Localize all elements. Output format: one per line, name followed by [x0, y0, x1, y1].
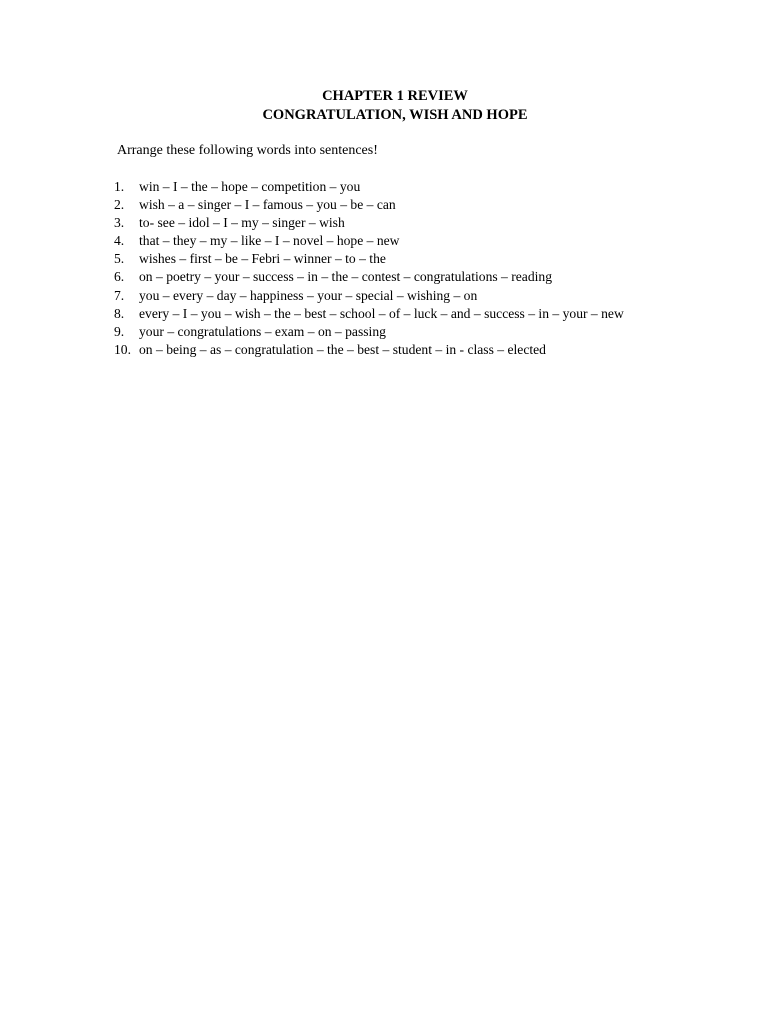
- item-number: 7.: [114, 287, 125, 303]
- item-number: 5.: [114, 251, 125, 267]
- item-number: 9.: [114, 323, 125, 339]
- item-number: 4.: [114, 233, 125, 249]
- item-text: your – congratulations – exam – on – passing: [139, 323, 386, 339]
- list-item: [114, 287, 674, 305]
- list-item: [114, 196, 674, 214]
- list-item: [114, 178, 674, 196]
- item-text: to- see – idol – I – my – singer – wish: [139, 215, 345, 231]
- list-item: [114, 341, 674, 359]
- instruction-text: Arrange these following words into sentences!: [117, 143, 378, 158]
- list-item: [114, 268, 674, 286]
- chapter-subtitle: CONGRATULATION, WISH AND HOPE: [262, 107, 528, 123]
- chapter-title: CHAPTER 1 REVIEW: [322, 88, 468, 104]
- item-text: wishes – first – be – Febri – winner – to – the: [139, 251, 386, 267]
- item-text: on – being – as – congratulation – the – best – student – in - class – elected: [139, 341, 546, 357]
- item-number: 8.: [114, 305, 125, 321]
- item-number: 1.: [114, 179, 125, 194]
- item-text: win – I – the – hope – competition – you: [139, 179, 361, 194]
- item-text: every – I – you – wish – the – best – school – of – luck – and – success – in – your – new: [139, 305, 624, 321]
- list-item: [114, 214, 674, 232]
- item-text: wish – a – singer – I – famous – you – be – can: [139, 197, 396, 213]
- list-item: [114, 323, 674, 341]
- item-text: you – every – day – happiness – your – special – wishing – on: [139, 287, 478, 303]
- list-item: [114, 250, 674, 268]
- item-text: that – they – my – like – I – novel – hope – new: [139, 233, 400, 249]
- item-text: on – poetry – your – success – in – the – contest – congratulations – reading: [139, 269, 553, 285]
- item-number: 10.: [114, 341, 131, 357]
- item-number: 6.: [114, 269, 125, 285]
- list-item: [114, 232, 674, 250]
- item-number: 2.: [114, 197, 125, 213]
- list-item: [114, 305, 674, 323]
- item-number: 3.: [114, 215, 125, 231]
- exercise-list: [114, 178, 674, 359]
